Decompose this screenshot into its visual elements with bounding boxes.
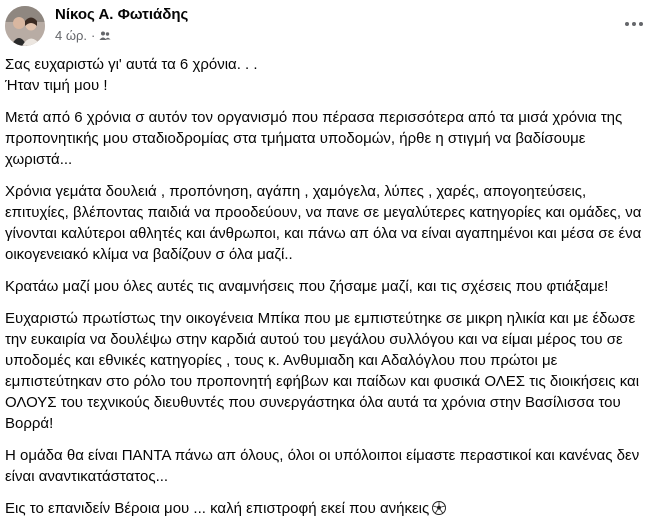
- post-paragraph: Ευχαριστώ πρωτίστως την οικογένεια Μπίκα που με εμπιστεύτηκε σε μικρη ηλικία και με έδωσε την ευκαιρία να δουλέψω στην καρδιά αυτού του μεγάλου συλλόγου και να είμαι μέρος του σε υποδομές και εθνικές κατηγορίες , τους κ. Ανθυμιαδη και Αδαλόγλου που πρώτοι με εμπιστεύτηκαν στο ρόλο του προπονητή εφήβων και παίδων και φυσικά ΟΛΕΣ τις διοικήσεις και ΟΛΟΥΣ του τεχνικούς διευθυντές που συνεργάστηκα όλα αυτά τα χρόνια στην Βασίλισσα του Βορρά!: [5, 310, 640, 432]
- soccer-ball-icon: [432, 500, 446, 514]
- post-header: [0, 0, 660, 50]
- post-meta: [55, 28, 111, 43]
- post-paragraph: Μετά από 6 χρόνια σ αυτόν τον οργανισμό που πέρασα περισσότερα από τα μισά χρόνια της προπονητικής μου σταδιοδρομίας στα τμήματα υποδομών, ήρθε η στιγμή να βαδίσουμε χωριστά...: [5, 109, 623, 168]
- post-time[interactable]: 4 ώρ.: [55, 28, 87, 43]
- post-final-line: [5, 498, 653, 519]
- post-body: [5, 54, 653, 530]
- post-paragraph: Ήταν τιμή μου !: [5, 77, 108, 94]
- meta-separator: ·: [91, 28, 96, 43]
- friends-icon[interactable]: [99, 30, 111, 42]
- post-paragraph: Σας ευχαριστώ γι' αυτά τα 6 χρόνια. . .: [5, 56, 258, 73]
- post-paragraph: Η ομάδα θα είναι ΠΑΝΤΑ πάνω απ όλους, όλοι οι υπόλοιποι είμαστε περαστικοί και κανένας δεν είναι αναντικατάστατος...: [5, 447, 640, 485]
- post-paragraph: Κρατάω μαζί μου όλες αυτές τις αναμνήσεις που ζήσαμε μαζί, και τις σχέσεις που φτιάξαμε!: [5, 278, 609, 295]
- more-options-icon[interactable]: [622, 12, 646, 36]
- post-paragraph: Εις το επανιδείν Βέροια μου ... καλή επιστροφή εκεί που ανήκεις: [5, 500, 430, 517]
- post-paragraph: Χρόνια γεμάτα δουλειά , προπόνηση, αγάπη , χαμόγελα, λύπες , χαρές, απογοητεύσεις, επιτυχίες, βλέποντας παιδιά να προοδεύουν, να πανε σε μεγαλύτερες κατηγορίες και ομάδες, να γίνονται καλύτεροι αθλητές και άνθρωποι, και πάνω απ όλα να είναι αγαπημένοι και μέσα σε ένα οικογενειακό κλίμα να βαδίζουν σ όλα μαζί..: [5, 183, 642, 263]
- avatar[interactable]: [5, 6, 45, 46]
- author-name[interactable]: Νίκος Α. Φωτιάδης: [55, 6, 189, 23]
